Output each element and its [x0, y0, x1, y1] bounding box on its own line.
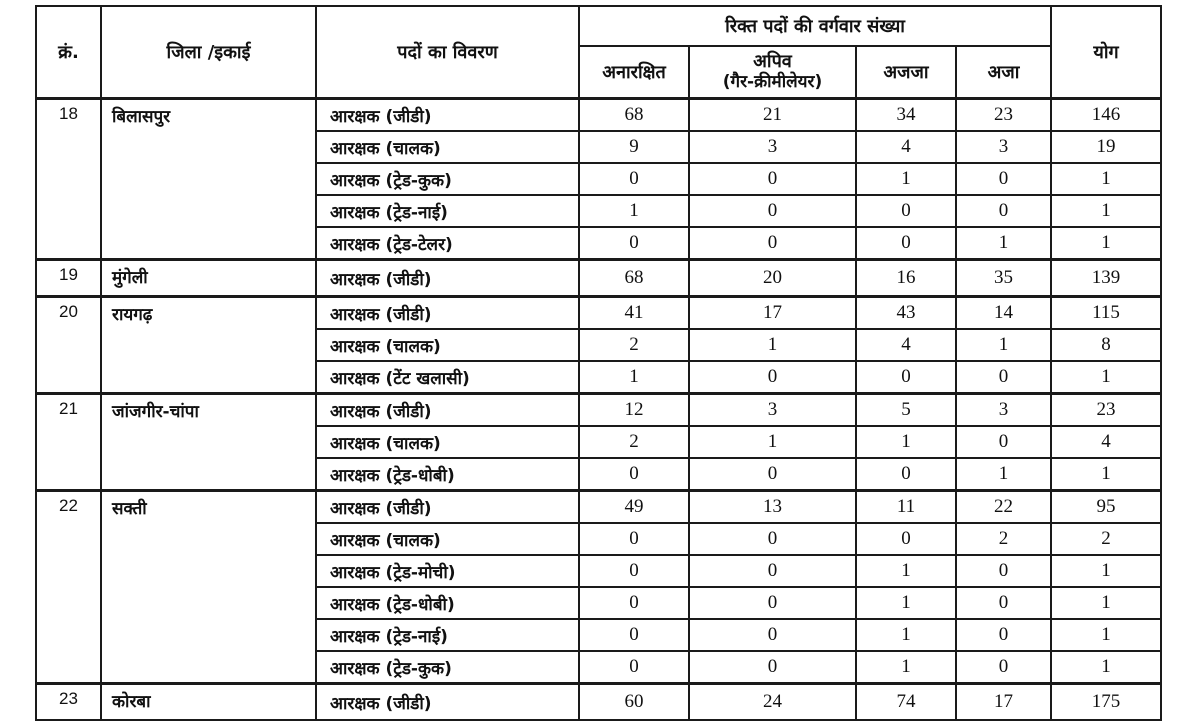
post-cell: आरक्षक (जीडी): [316, 491, 579, 524]
value-cell: 17: [689, 297, 856, 330]
value-cell: 0: [856, 227, 956, 260]
district-cell: कोरबा: [101, 684, 316, 721]
value-cell: 0: [689, 227, 856, 260]
value-cell: 0: [956, 651, 1051, 684]
value-cell: 0: [956, 555, 1051, 587]
post-cell: आरक्षक (चालक): [316, 523, 579, 555]
total-cell: 1: [1051, 619, 1161, 651]
header-obc-line1: अपिव: [753, 50, 792, 72]
value-cell: 0: [956, 619, 1051, 651]
district-cell: जांजगीर-चांपा: [101, 394, 316, 491]
post-cell: आरक्षक (ट्रेड-मोची): [316, 555, 579, 587]
value-cell: 74: [856, 684, 956, 721]
value-cell: 24: [689, 684, 856, 721]
value-cell: 68: [579, 99, 689, 132]
post-cell: आरक्षक (जीडी): [316, 297, 579, 330]
district-cell: रायगढ़: [101, 297, 316, 394]
value-cell: 0: [856, 458, 956, 491]
vacancy-table-container: [35, 5, 1160, 721]
table-row: [36, 260, 1161, 297]
value-cell: 0: [689, 458, 856, 491]
post-cell: आरक्षक (ट्रेड-कुक): [316, 651, 579, 684]
total-cell: 4: [1051, 426, 1161, 458]
header-serial: क्रं.: [36, 6, 101, 99]
value-cell: 0: [689, 361, 856, 394]
value-cell: 17: [956, 684, 1051, 721]
vacancy-table: [35, 5, 1162, 721]
value-cell: 0: [856, 195, 956, 227]
value-cell: 1: [856, 619, 956, 651]
value-cell: 1: [579, 361, 689, 394]
value-cell: 0: [579, 227, 689, 260]
total-cell: 1: [1051, 163, 1161, 195]
value-cell: 35: [956, 260, 1051, 297]
header-category-group: रिक्त पदों की वर्गवार संख्या: [579, 6, 1051, 46]
value-cell: 0: [856, 523, 956, 555]
value-cell: 34: [856, 99, 956, 132]
value-cell: 16: [856, 260, 956, 297]
value-cell: 0: [579, 555, 689, 587]
total-cell: 8: [1051, 329, 1161, 361]
total-cell: 1: [1051, 587, 1161, 619]
post-cell: आरक्षक (चालक): [316, 329, 579, 361]
value-cell: 0: [689, 195, 856, 227]
value-cell: 0: [689, 651, 856, 684]
post-cell: आरक्षक (चालक): [316, 426, 579, 458]
value-cell: 2: [579, 426, 689, 458]
value-cell: 1: [856, 587, 956, 619]
post-cell: आरक्षक (ट्रेड-नाई): [316, 619, 579, 651]
header-st: अजजा: [856, 46, 956, 99]
value-cell: 23: [956, 99, 1051, 132]
total-cell: 19: [1051, 131, 1161, 163]
value-cell: 2: [579, 329, 689, 361]
post-cell: आरक्षक (जीडी): [316, 260, 579, 297]
value-cell: 1: [956, 329, 1051, 361]
total-cell: 146: [1051, 99, 1161, 132]
value-cell: 0: [579, 651, 689, 684]
total-cell: 1: [1051, 361, 1161, 394]
value-cell: 3: [689, 394, 856, 427]
district-cell: सक्ती: [101, 491, 316, 684]
value-cell: 5: [856, 394, 956, 427]
value-cell: 41: [579, 297, 689, 330]
header-obc: [689, 46, 856, 99]
value-cell: 1: [689, 426, 856, 458]
value-cell: 3: [689, 131, 856, 163]
total-cell: 1: [1051, 195, 1161, 227]
header-total: योग: [1051, 6, 1161, 99]
value-cell: 1: [579, 195, 689, 227]
value-cell: 3: [956, 394, 1051, 427]
table-row: [36, 99, 1161, 132]
header-sc: अजा: [956, 46, 1051, 99]
total-cell: 1: [1051, 458, 1161, 491]
table-body: [36, 99, 1161, 721]
table-header: [36, 6, 1161, 99]
value-cell: 1: [856, 163, 956, 195]
header-district: जिला /इकाई: [101, 6, 316, 99]
value-cell: 1: [856, 651, 956, 684]
header-post-description: पदों का विवरण: [316, 6, 579, 99]
table-row: [36, 491, 1161, 524]
district-cell: मुंगेली: [101, 260, 316, 297]
post-cell: आरक्षक (जीडी): [316, 394, 579, 427]
value-cell: 0: [689, 619, 856, 651]
total-cell: 1: [1051, 227, 1161, 260]
value-cell: 0: [856, 361, 956, 394]
post-cell: आरक्षक (ट्रेड-कुक): [316, 163, 579, 195]
value-cell: 0: [689, 523, 856, 555]
total-cell: 23: [1051, 394, 1161, 427]
value-cell: 12: [579, 394, 689, 427]
post-cell: आरक्षक (जीडी): [316, 99, 579, 132]
value-cell: 4: [856, 329, 956, 361]
value-cell: 0: [579, 458, 689, 491]
serial-cell: 22: [36, 491, 101, 684]
serial-cell: 23: [36, 684, 101, 721]
post-cell: आरक्षक (ट्रेड-धोबी): [316, 458, 579, 491]
value-cell: 0: [579, 587, 689, 619]
serial-cell: 20: [36, 297, 101, 394]
post-cell: आरक्षक (ट्रेड-नाई): [316, 195, 579, 227]
value-cell: 1: [689, 329, 856, 361]
value-cell: 0: [689, 163, 856, 195]
value-cell: 2: [956, 523, 1051, 555]
value-cell: 0: [689, 555, 856, 587]
post-cell: आरक्षक (जीडी): [316, 684, 579, 721]
post-cell: आरक्षक (चालक): [316, 131, 579, 163]
district-cell: बिलासपुर: [101, 99, 316, 260]
value-cell: 21: [689, 99, 856, 132]
table-row: [36, 297, 1161, 330]
value-cell: 4: [856, 131, 956, 163]
value-cell: 0: [956, 587, 1051, 619]
value-cell: 14: [956, 297, 1051, 330]
serial-cell: 19: [36, 260, 101, 297]
total-cell: 115: [1051, 297, 1161, 330]
total-cell: 1: [1051, 555, 1161, 587]
post-cell: आरक्षक (ट्रेड-धोबी): [316, 587, 579, 619]
value-cell: 3: [956, 131, 1051, 163]
value-cell: 20: [689, 260, 856, 297]
table-row: [36, 684, 1161, 721]
total-cell: 95: [1051, 491, 1161, 524]
post-cell: आरक्षक (ट्रेड-टेलर): [316, 227, 579, 260]
value-cell: 1: [956, 458, 1051, 491]
value-cell: 68: [579, 260, 689, 297]
value-cell: 0: [956, 195, 1051, 227]
value-cell: 9: [579, 131, 689, 163]
value-cell: 0: [579, 523, 689, 555]
value-cell: 1: [956, 227, 1051, 260]
value-cell: 0: [689, 587, 856, 619]
table-row: [36, 394, 1161, 427]
post-cell: आरक्षक (टेंट खलासी): [316, 361, 579, 394]
value-cell: 0: [579, 163, 689, 195]
value-cell: 22: [956, 491, 1051, 524]
total-cell: 139: [1051, 260, 1161, 297]
total-cell: 1: [1051, 651, 1161, 684]
header-obc-line2: (गैर-क्रीमीलेयर): [722, 71, 823, 92]
value-cell: 49: [579, 491, 689, 524]
value-cell: 0: [579, 619, 689, 651]
value-cell: 1: [856, 555, 956, 587]
value-cell: 13: [689, 491, 856, 524]
value-cell: 43: [856, 297, 956, 330]
serial-cell: 21: [36, 394, 101, 491]
value-cell: 0: [956, 426, 1051, 458]
total-cell: 175: [1051, 684, 1161, 721]
value-cell: 0: [956, 361, 1051, 394]
header-unreserved: अनारक्षित: [579, 46, 689, 99]
value-cell: 1: [856, 426, 956, 458]
total-cell: 2: [1051, 523, 1161, 555]
value-cell: 11: [856, 491, 956, 524]
serial-cell: 18: [36, 99, 101, 260]
value-cell: 60: [579, 684, 689, 721]
value-cell: 0: [956, 163, 1051, 195]
